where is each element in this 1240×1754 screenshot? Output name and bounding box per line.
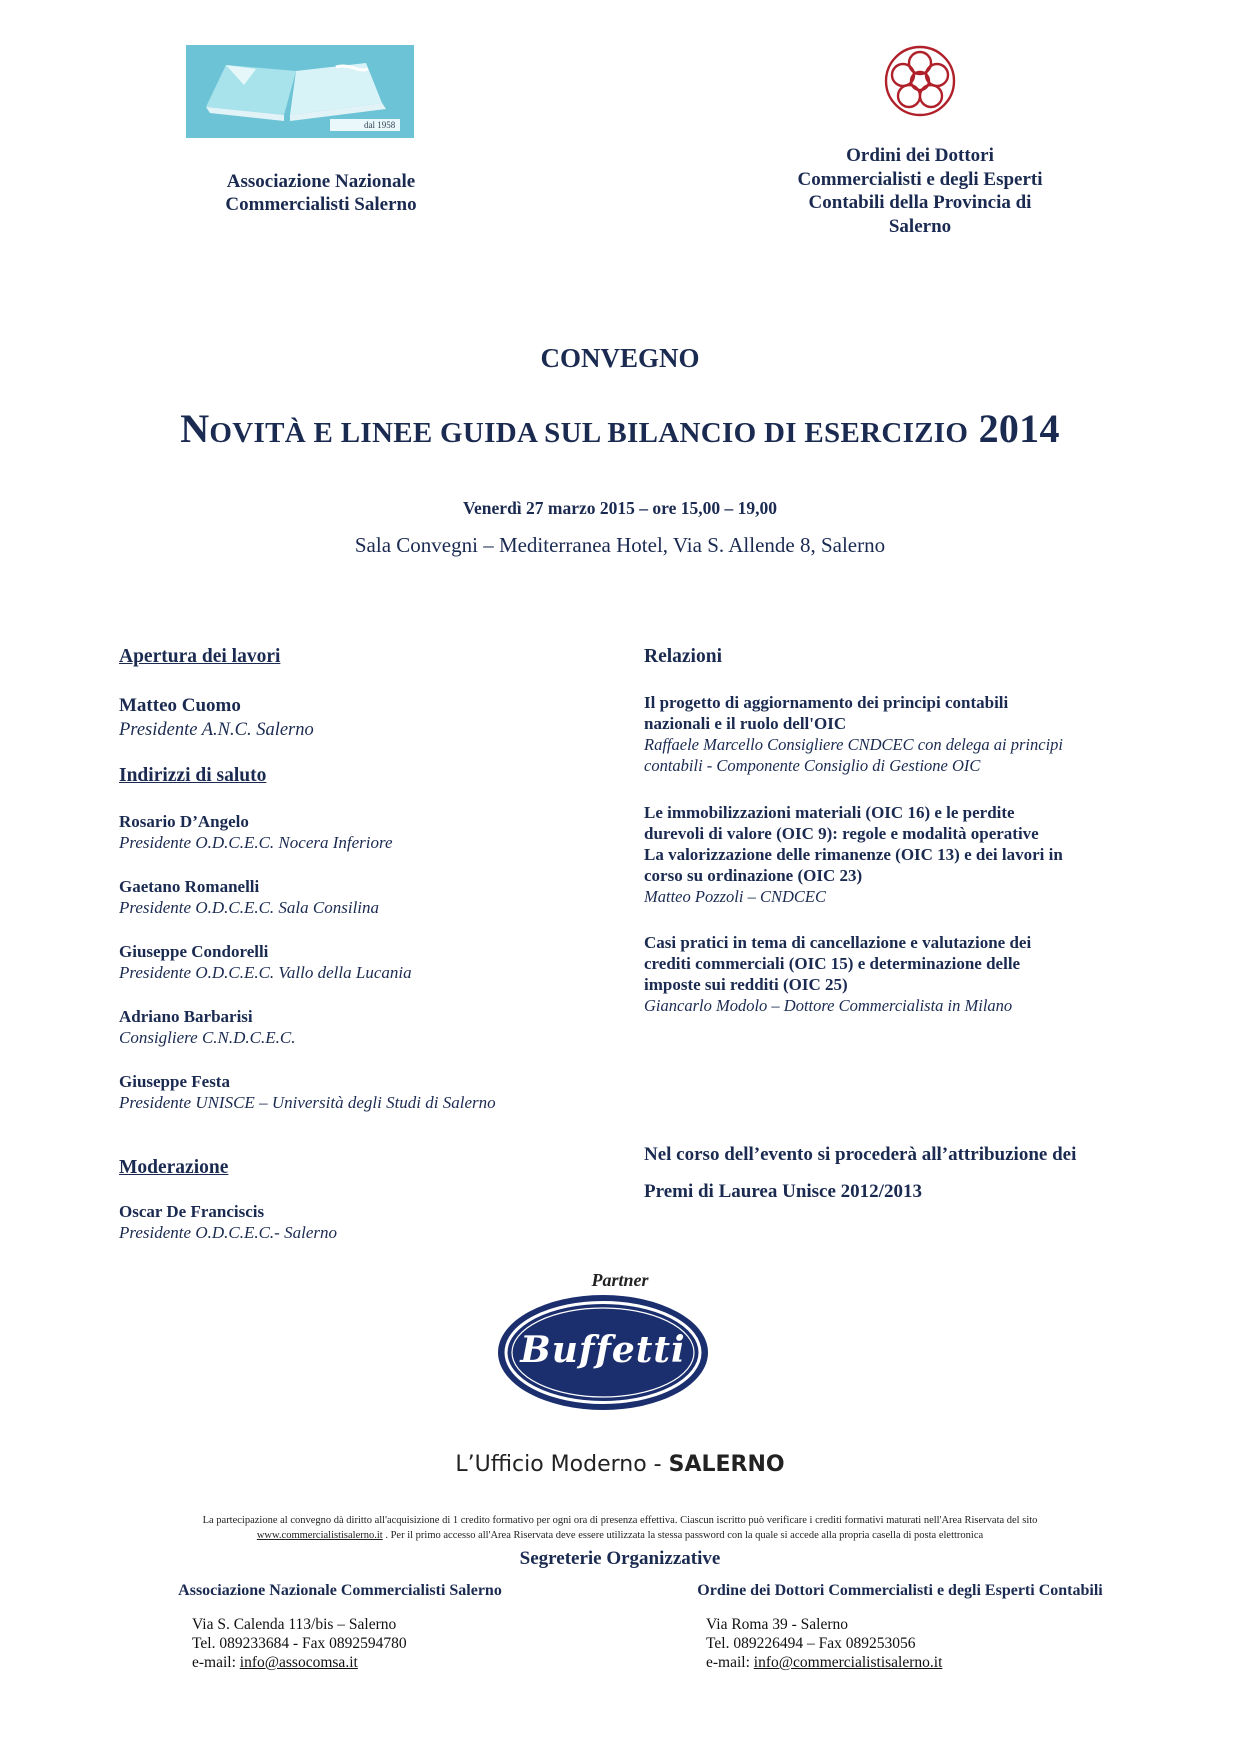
relazione-item [644,932,1144,1016]
relazione-topic-line: nazionali e il ruolo dell'OIC [644,714,847,733]
disclaimer-site-link[interactable]: www.commercialistisalerno.it [256,1530,383,1541]
relazione-topic-line: durevoli di valore (OIC 9): regole e modalità operative [644,824,1039,843]
odcec-org-line1: Ordini dei Dottori [846,145,994,166]
speaker-name: Giuseppe Festa [119,1072,230,1091]
anc-logo [186,45,414,138]
left-email-label: e-mail: [192,1654,240,1671]
relazione-topic-line: Le immobilizzazioni materiali (OIC 16) e le perdite [644,803,1015,822]
footer-right-org-name [630,1582,1170,1600]
credits-disclaimer [110,1513,1130,1543]
odcec-org-line4: Salerno [888,215,952,237]
award-line2: Premi di Laurea Unisce 2012/2013 [644,1181,922,1202]
store-city: SALERNO [668,1452,785,1477]
right-phone: Tel. 089226494 – Fax 089253056 [706,1635,916,1652]
event-venue: Sala Convegni – Mediterranea Hotel, Via S. Allende 8, Salerno [354,533,886,557]
relazione-topic-line: Il progetto di aggiornamento dei principi contabili [644,693,1009,712]
relazione-speaker-line: Matteo Pozzoli – CNDCEC [644,887,826,906]
saluti-speaker [119,941,589,983]
disclaimer-line2 [110,1528,1130,1543]
buffetti-logo [496,1293,710,1412]
left-email-row [192,1653,572,1672]
odcec-org-line2: Commercialisti e degli Esperti [797,168,1043,190]
speaker-name: Matteo Cuomo [119,695,241,716]
disclaimer-line2-text: . Per il primo accesso all'Area Riservata deve essere utilizzata la stessa password con la quale si accede alla propria casella di posta elettronica [382,1530,984,1541]
speaker-name: Gaetano Romanelli [119,877,260,896]
odcec-seal-icon [882,43,958,119]
relazione-item [644,802,1144,907]
relazione-item [644,692,1144,776]
disclaimer-line1: La partecipazione al convegno dà diritto all'acquisizione di 1 credito formativo per ogni ora di presenza effettiva. Ciascun iscritto può verificare i crediti formativi maturati nell'Area Riservata del sito [202,1515,1038,1526]
speaker-name: Oscar De Franciscis [119,1202,265,1221]
speaker-name: Adriano Barbarisi [119,1007,253,1026]
anc-org-line2: Commercialisti Salerno [225,194,417,215]
moderazione-heading: Moderazione [119,1157,229,1178]
speaker-role: Presidente O.D.C.E.C. Sala Consilina [119,898,380,917]
odcec-org-name [750,144,1090,238]
relazioni-heading: Relazioni [644,646,722,667]
store-prefix: L’Ufficio Moderno - [455,1452,669,1477]
right-org-name: Ordine dei Dottori Commercialisti e degli Esperti Contabili [697,1582,1103,1599]
relazione-speaker-line: Raffaele Marcello Consigliere CNDCEC con delega ai principi [644,735,1064,754]
speaker-role: Presidente O.D.C.E.C. Vallo della Lucania [119,963,412,982]
title-first-letter: N [180,406,210,451]
left-email-link[interactable]: info@assocomsa.it [239,1654,358,1671]
left-phone: Tel. 089233684 - Fax 0892594780 [192,1635,407,1652]
relazione-topic-line: corso su ordinazione (OIC 23) [644,866,863,885]
right-email-link[interactable]: info@commercialistisalerno.it [753,1654,943,1671]
speaker-role: Presidente O.D.C.E.C.- Salerno [119,1223,337,1242]
event-title [0,405,1240,452]
odcec-org-line3: Contabili della Provincia di [808,192,1032,213]
left-org-name: Associazione Nazionale Commercialisti Salerno [178,1582,502,1599]
event-kind: CONVEGNO [540,343,700,373]
award-line1: Nel corso dell’evento si procederà all’attribuzione dei [644,1144,1077,1165]
right-email-label: e-mail: [706,1654,754,1671]
relazione-topic-line: La valorizzazione delle rimanenze (OIC 13) e dei lavori in [644,845,1063,864]
segreterie-heading: Segreterie Organizzative [519,1548,721,1569]
left-address: Via S. Calenda 113/bis – Salerno [192,1616,397,1633]
title-year: 2014 [978,406,1060,451]
footer-left-org-name [110,1582,570,1600]
anc-org-name [186,170,456,216]
logo-since-label: dal 1958 [364,120,396,130]
saluti-speaker [119,811,589,853]
buffetti-wordmark: Buffetti [520,1329,686,1371]
relazione-speaker-line: Giancarlo Modolo – Dottore Commercialista in Milano [644,996,1013,1015]
speaker-name: Rosario D’Angelo [119,812,249,831]
speaker-name: Giuseppe Condorelli [119,942,269,961]
award-notice [644,1136,1144,1210]
footer-left-contacts [192,1615,572,1672]
event-datetime: Venerdì 27 marzo 2015 – ore 15,00 – 19,00 [463,498,777,518]
store-name [0,1452,1240,1477]
apertura-heading: Apertura dei lavori [119,646,281,667]
saluti-speaker [119,1071,589,1113]
saluti-heading: Indirizzi di saluto [119,765,267,786]
relazione-speaker-line: contabili - Componente Consiglio di Gestione OIC [644,756,981,775]
apertura-speaker [119,694,589,742]
relazione-topic-line: crediti commerciali (OIC 15) e determinazione delle [644,954,1021,973]
moderazione-speaker [119,1201,589,1243]
right-address: Via Roma 39 - Salerno [706,1616,848,1633]
saluti-speaker [119,1006,589,1048]
footer-right-contacts [706,1615,1106,1672]
relazione-topic-line: imposte sui redditi (OIC 25) [644,975,848,994]
speaker-role: Presidente O.D.C.E.C. Nocera Inferiore [119,833,393,852]
right-email-row [706,1653,1106,1672]
title-rest: OVITÀ E LINEE GUIDA SUL BILANCIO DI ESERCIZIO [209,417,969,449]
partner-label: Partner [591,1270,649,1290]
speaker-role: Consigliere C.N.D.C.E.C. [119,1028,296,1047]
relazione-topic-line: Casi pratici in tema di cancellazione e valutazione dei [644,933,1032,952]
speaker-role: Presidente UNISCE – Università degli Studi di Salerno [119,1093,496,1112]
saluti-speaker [119,876,589,918]
anc-org-line1: Associazione Nazionale [226,171,416,192]
speaker-role: Presidente A.N.C. Salerno [119,720,314,740]
